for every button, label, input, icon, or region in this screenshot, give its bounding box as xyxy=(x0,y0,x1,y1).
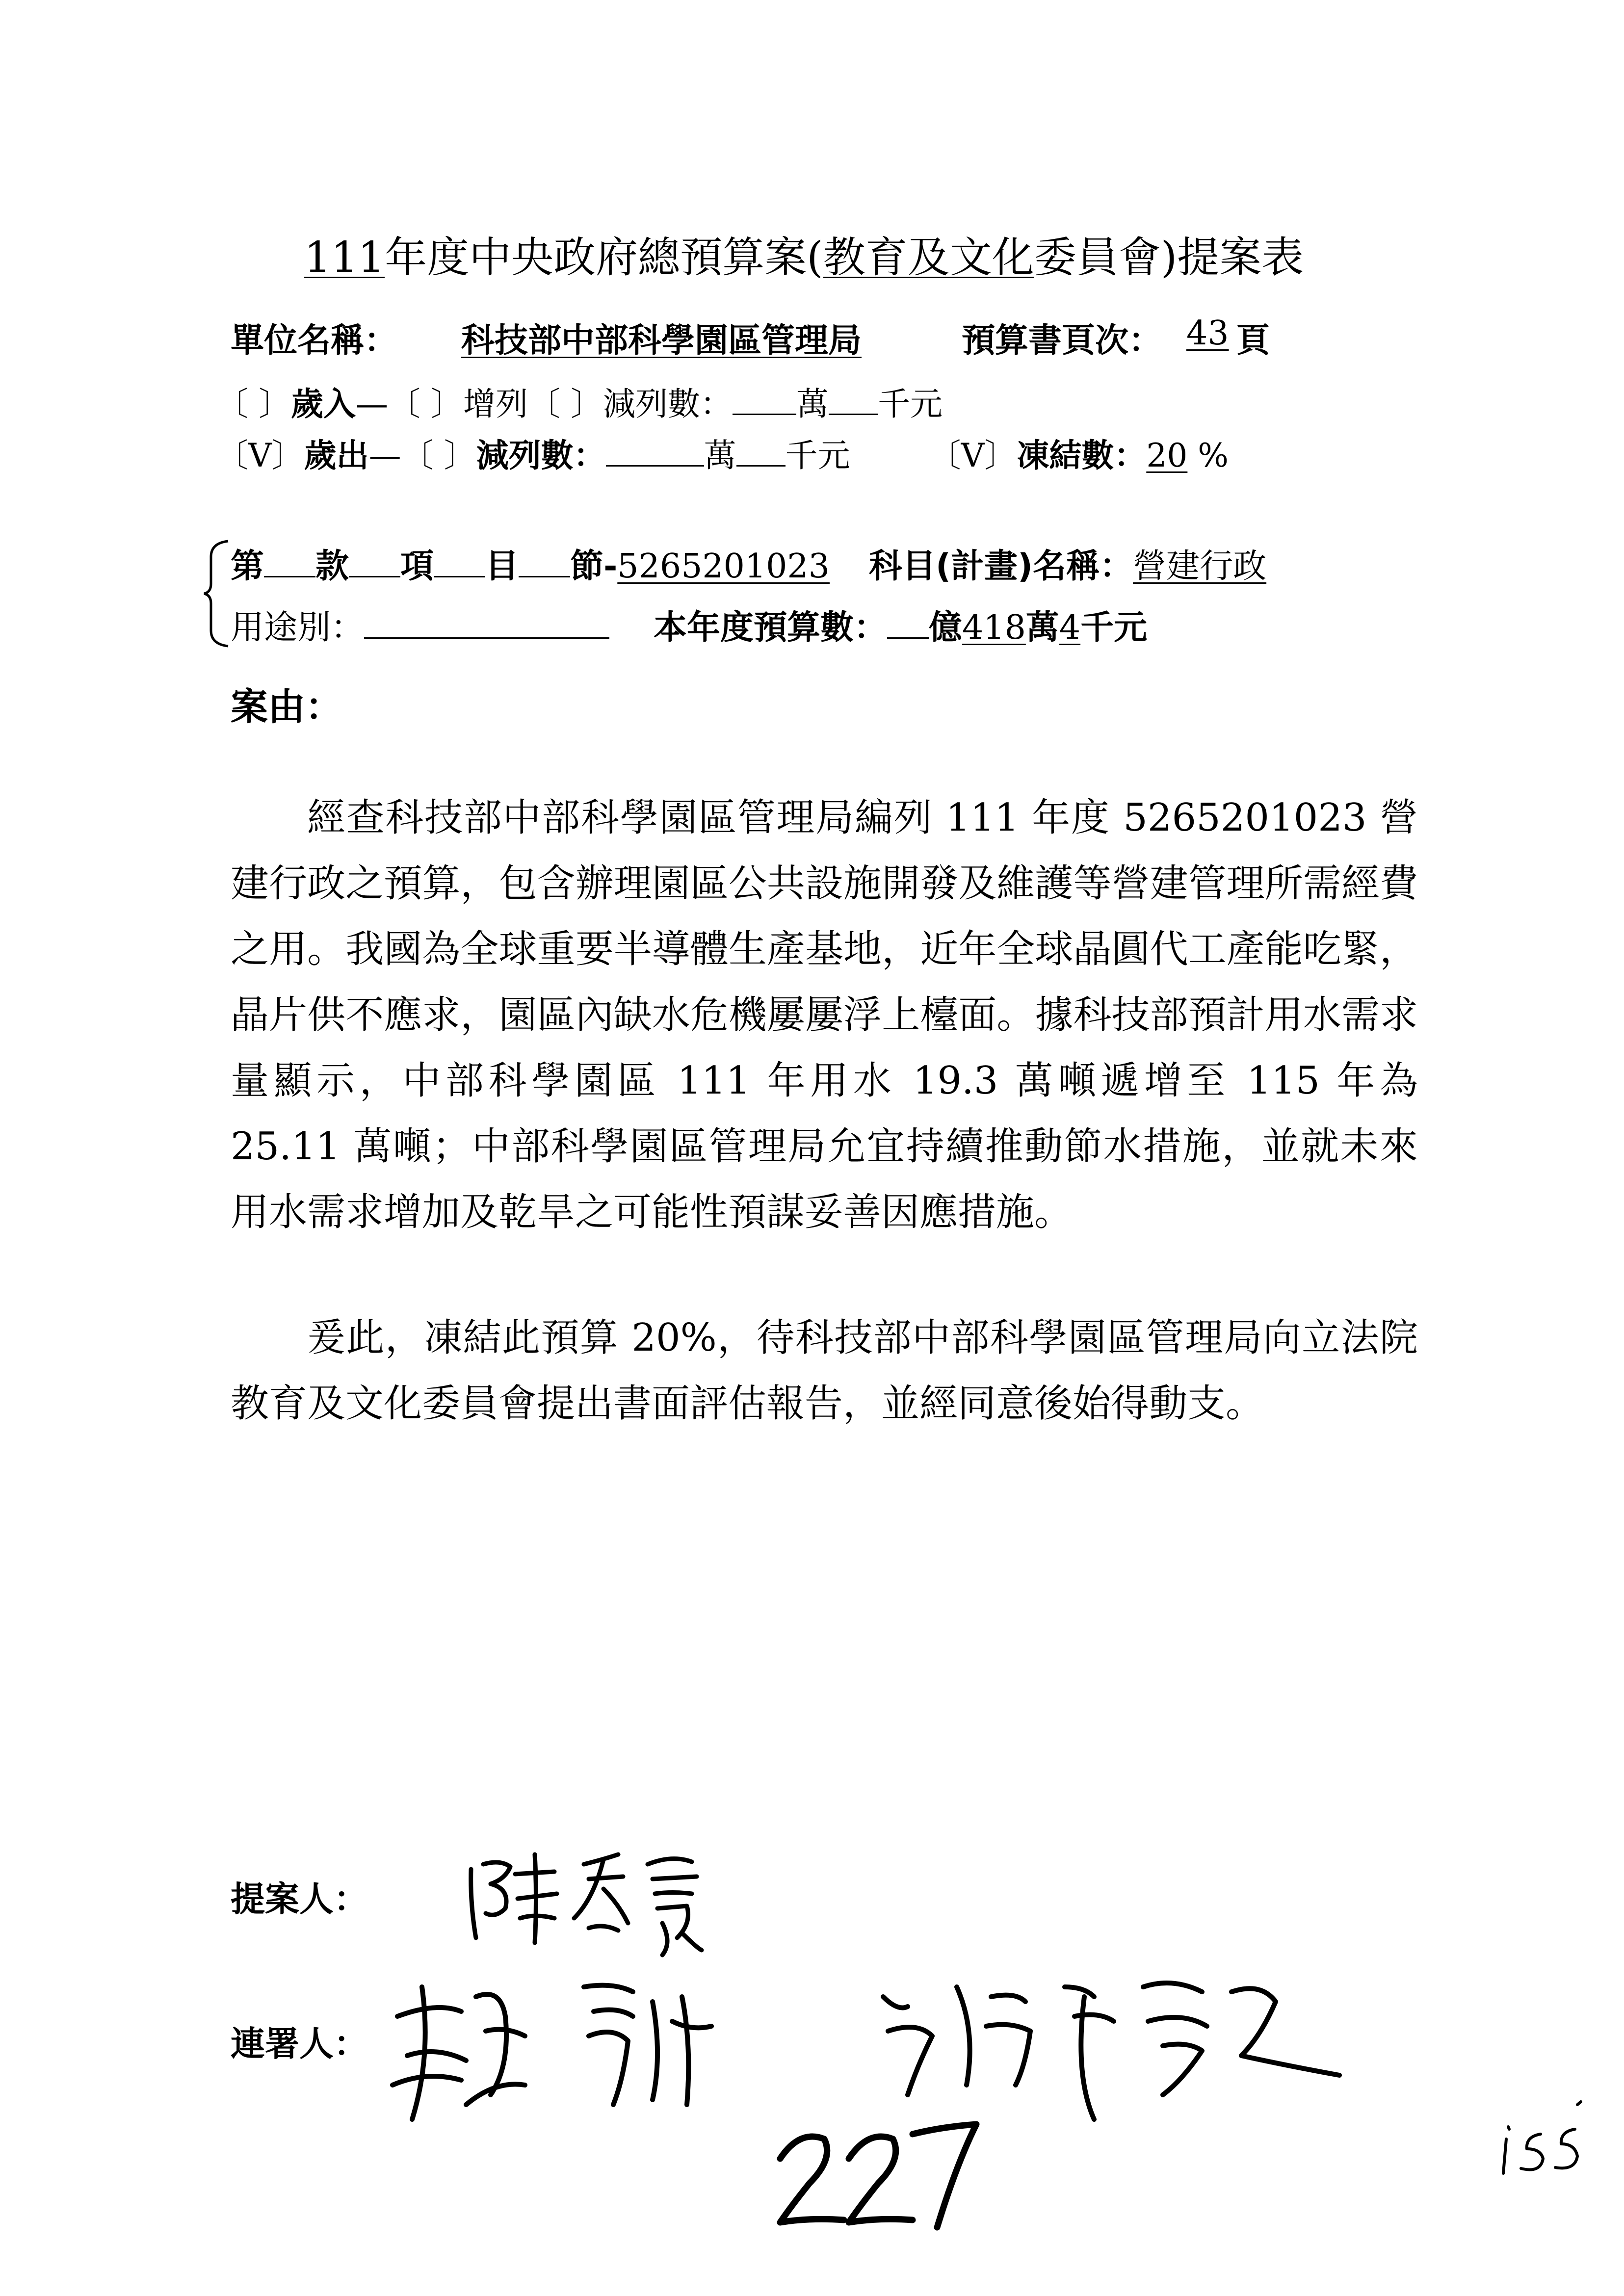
use-label: 用途別： xyxy=(231,608,365,647)
revenue-qian: 千元 xyxy=(877,385,943,423)
subject-bracket xyxy=(201,537,231,650)
reason-paragraph-2: 爰此，凍結此預算 20%，待科技部中部科學園區管理局向立法院教育及文化委員會提出書面評估報告，並經同意後始得動支。 xyxy=(231,1316,1418,1426)
revenue-label: 歲入 xyxy=(290,385,356,423)
budget-wan-amount: 418 xyxy=(962,608,1026,647)
cosigner-label: 連署人： xyxy=(231,2024,368,2064)
subject-mu-blank xyxy=(434,548,485,577)
subject-jie-blank xyxy=(519,548,570,577)
freeze-label: 凍結數： xyxy=(1017,437,1147,474)
decrease-checkbox: 〔 〕 xyxy=(527,385,603,423)
subject-mu: 目 xyxy=(485,547,519,586)
page-title xyxy=(304,223,1304,284)
budget-yi-blank xyxy=(887,609,929,639)
subject-xiang-blank xyxy=(349,548,400,577)
budget-label: 本年度預算數： xyxy=(654,608,888,647)
budget-qian: 千元 xyxy=(1080,608,1148,647)
subject-xiang: 項 xyxy=(400,547,434,586)
expenditure-wan-blank xyxy=(606,437,704,467)
use-line xyxy=(231,601,1147,649)
freeze-unit: % xyxy=(1198,437,1229,474)
unit-value: 科技部中部科學園區管理局 xyxy=(461,321,862,360)
use-blank xyxy=(364,609,609,639)
revenue-dash: — xyxy=(355,385,388,423)
expenditure-wan: 萬 xyxy=(704,437,736,474)
reason-paragraph-1: 經查科技部中部科學園區管理局編列 111 年度 5265201023 營建行政之預算，包含辦理園區公共設施開發及維護等營建管理所需經費之用。我國為全球重要半導體生產基地，近年全球晶圓代工產能吃緊，晶片供不應求，園區內缺水危機屢屢浮上檯面。據科技部預計用水需求量顯示，中部科學園區 111 年用水 19.3 萬噸遞增至 115 年為 25.11 萬噸；中部科學園區管理局允宜持續推動節水措施，並就未來用水需求增加及乾旱之可能性預謀妥善因應措施。 xyxy=(231,796,1418,1234)
expenditure-qian-blank xyxy=(736,437,786,467)
expenditure-decrease-checkbox: 〔 〕 xyxy=(401,437,476,474)
expenditure-checkbox: 〔V〕 xyxy=(216,437,304,474)
subject-line xyxy=(231,540,1266,587)
subject-code: 5265201023 xyxy=(617,547,830,586)
budget-wan: 萬 xyxy=(1025,608,1059,647)
expenditure-decrease-label: 減列數： xyxy=(476,437,606,474)
subject-di: 第 xyxy=(231,547,264,586)
increase-checkbox: 〔 〕 xyxy=(388,385,463,423)
page-number-value: 43 xyxy=(1186,314,1229,353)
proposer-label: 提案人： xyxy=(231,1879,368,1919)
revenue-line xyxy=(216,378,943,424)
subject-name-label: 科目(計畫)名稱： xyxy=(868,547,1133,586)
handwritten-number-155 xyxy=(1496,2100,1595,2178)
handwritten-number-227 xyxy=(770,2105,986,2242)
title-year: 111 xyxy=(304,233,385,282)
budget-yi: 億 xyxy=(929,608,963,647)
expenditure-line xyxy=(216,429,1229,476)
subject-name-value: 營建行政 xyxy=(1133,547,1267,586)
page-number-unit: 頁 xyxy=(1236,321,1270,360)
title-end: 委員會)提案表 xyxy=(1034,233,1304,282)
increase-label: 增列 xyxy=(463,385,528,423)
expenditure-label: 歲出 xyxy=(304,437,369,474)
proposer-signature xyxy=(456,1845,770,1957)
freeze-checkbox: 〔V〕 xyxy=(928,437,1017,474)
subject-kuan-blank xyxy=(264,548,315,577)
expenditure-dash: — xyxy=(368,437,401,474)
unit-label: 單位名稱： xyxy=(231,321,398,360)
subject-kuan: 款 xyxy=(315,547,349,586)
page-number-label: 預算書頁次： xyxy=(962,321,1162,360)
revenue-wan: 萬 xyxy=(796,385,829,423)
expenditure-qian: 千元 xyxy=(785,437,850,474)
reason-label: 案由： xyxy=(231,685,342,729)
revenue-qian-blank xyxy=(829,385,878,415)
subject-jie: 節- xyxy=(570,547,618,586)
title-committee: 教育及文化 xyxy=(823,233,1034,282)
decrease-label: 減列數： xyxy=(602,385,733,423)
revenue-wan-blank xyxy=(733,385,796,415)
freeze-value: 20 xyxy=(1146,437,1188,474)
title-middle: 年度中央政府總預算案( xyxy=(385,233,823,282)
revenue-checkbox: 〔 〕 xyxy=(216,385,291,423)
budget-qian-amount: 4 xyxy=(1059,608,1081,647)
